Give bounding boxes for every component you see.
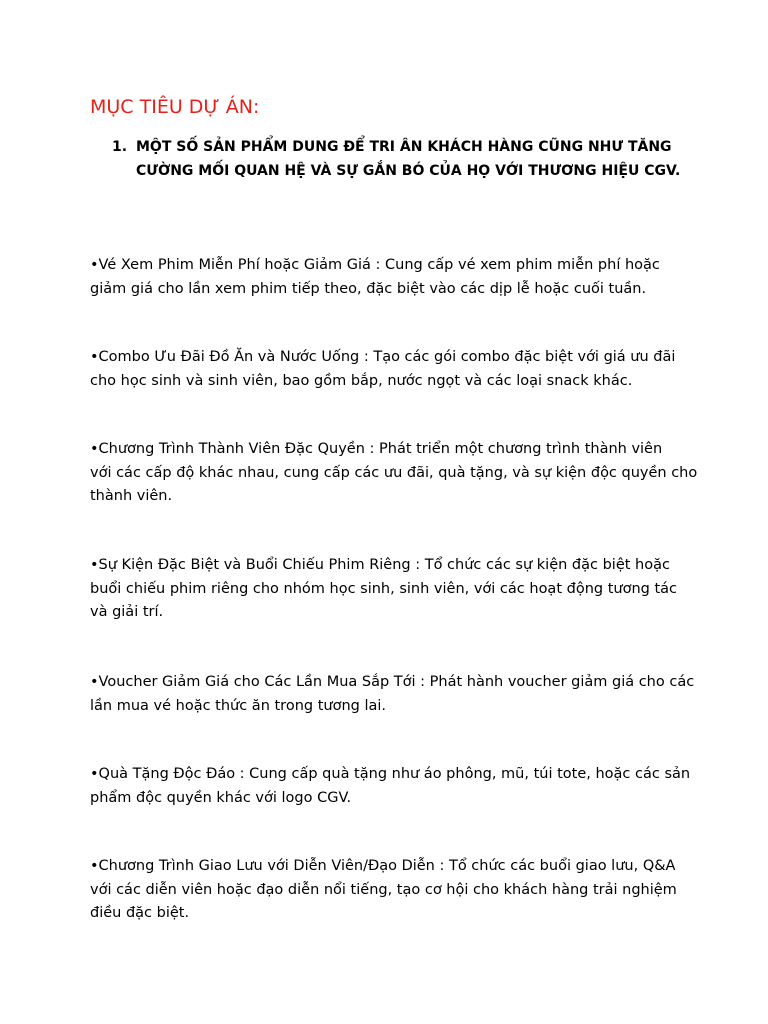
item-line: •Sự Kiện Đặc Biệt và Buổi Chiếu Phim Riêng : Tổ chức các sự kiện đặc biệt hoặc (90, 557, 670, 573)
item-line: •Vé Xem Phim Miễn Phí hoặc Giảm Giá : Cung cấp vé xem phim miễn phí hoặc (90, 257, 660, 273)
item-line: lần mua vé hoặc thức ăn trong tương lai. (90, 697, 386, 714)
item-line: giảm giá cho lần xem phim tiếp theo, đặc biệt vào các dịp lễ hoặc cuối tuần. (90, 280, 647, 297)
list-item (90, 671, 695, 718)
item-line: •Chương Trình Giao Lưu với Diễn Viên/Đạo Diễn : Tổ chức các buổi giao lưu, Q&A (90, 858, 676, 874)
list-item (90, 763, 690, 810)
objective-number: 1. (112, 139, 128, 155)
item-line: •Combo Ưu Đãi Đồ Ăn và Nước Uống : Tạo các gói combo đặc biệt với giá ưu đãi (90, 349, 676, 365)
objective-list-item (112, 135, 681, 183)
item-line: •Chương Trình Thành Viên Đặc Quyền : Phát triển một chương trình thành viên (90, 441, 663, 457)
objective-text-line-2: CƯỜNG MỐI QUAN HỆ VÀ SỰ GẮN BÓ CỦA HỌ VỚI THƯƠNG HIỆU CGV. (136, 163, 681, 179)
list-item (90, 554, 690, 625)
page-title: MỤC TIÊU DỰ ÁN: (90, 96, 260, 118)
item-line: thành viên. (90, 488, 173, 504)
item-line: với các cấp độ khác nhau, cung cấp các ưu đãi, quà tặng, và sự kiện độc quyền cho (90, 464, 698, 481)
item-line: và giải trí. (90, 604, 164, 620)
objective-line-1 (112, 135, 672, 159)
list-item (90, 254, 690, 301)
list-item (90, 855, 690, 926)
item-line: buổi chiếu phim riêng cho nhóm học sinh, sinh viên, với các hoạt động tương tác (90, 580, 677, 597)
item-line: cho học sinh và sinh viên, bao gồm bắp, nước ngọt và các loại snack khác. (90, 372, 633, 389)
item-line: •Quà Tặng Độc Đáo : Cung cấp quà tặng như áo phông, mũ, túi tote, hoặc các sản (90, 766, 691, 782)
item-line: với các diễn viên hoặc đạo diễn nổi tiếng, tạo cơ hội cho khách hàng trải nghiệm (90, 881, 677, 898)
item-line: phẩm độc quyền khác với logo CGV. (90, 789, 352, 806)
item-line: điều đặc biệt. (90, 905, 190, 921)
item-line: •Voucher Giảm Giá cho Các Lần Mua Sắp Tới : Phát hành voucher giảm giá cho các (90, 674, 695, 690)
list-item (90, 346, 690, 393)
list-item (90, 438, 698, 509)
objective-text-line-1: MỘT SỐ SẢN PHẨM DUNG ĐỂ TRI ÂN KHÁCH HÀNG CŨNG NHƯ TĂNG (136, 139, 672, 155)
